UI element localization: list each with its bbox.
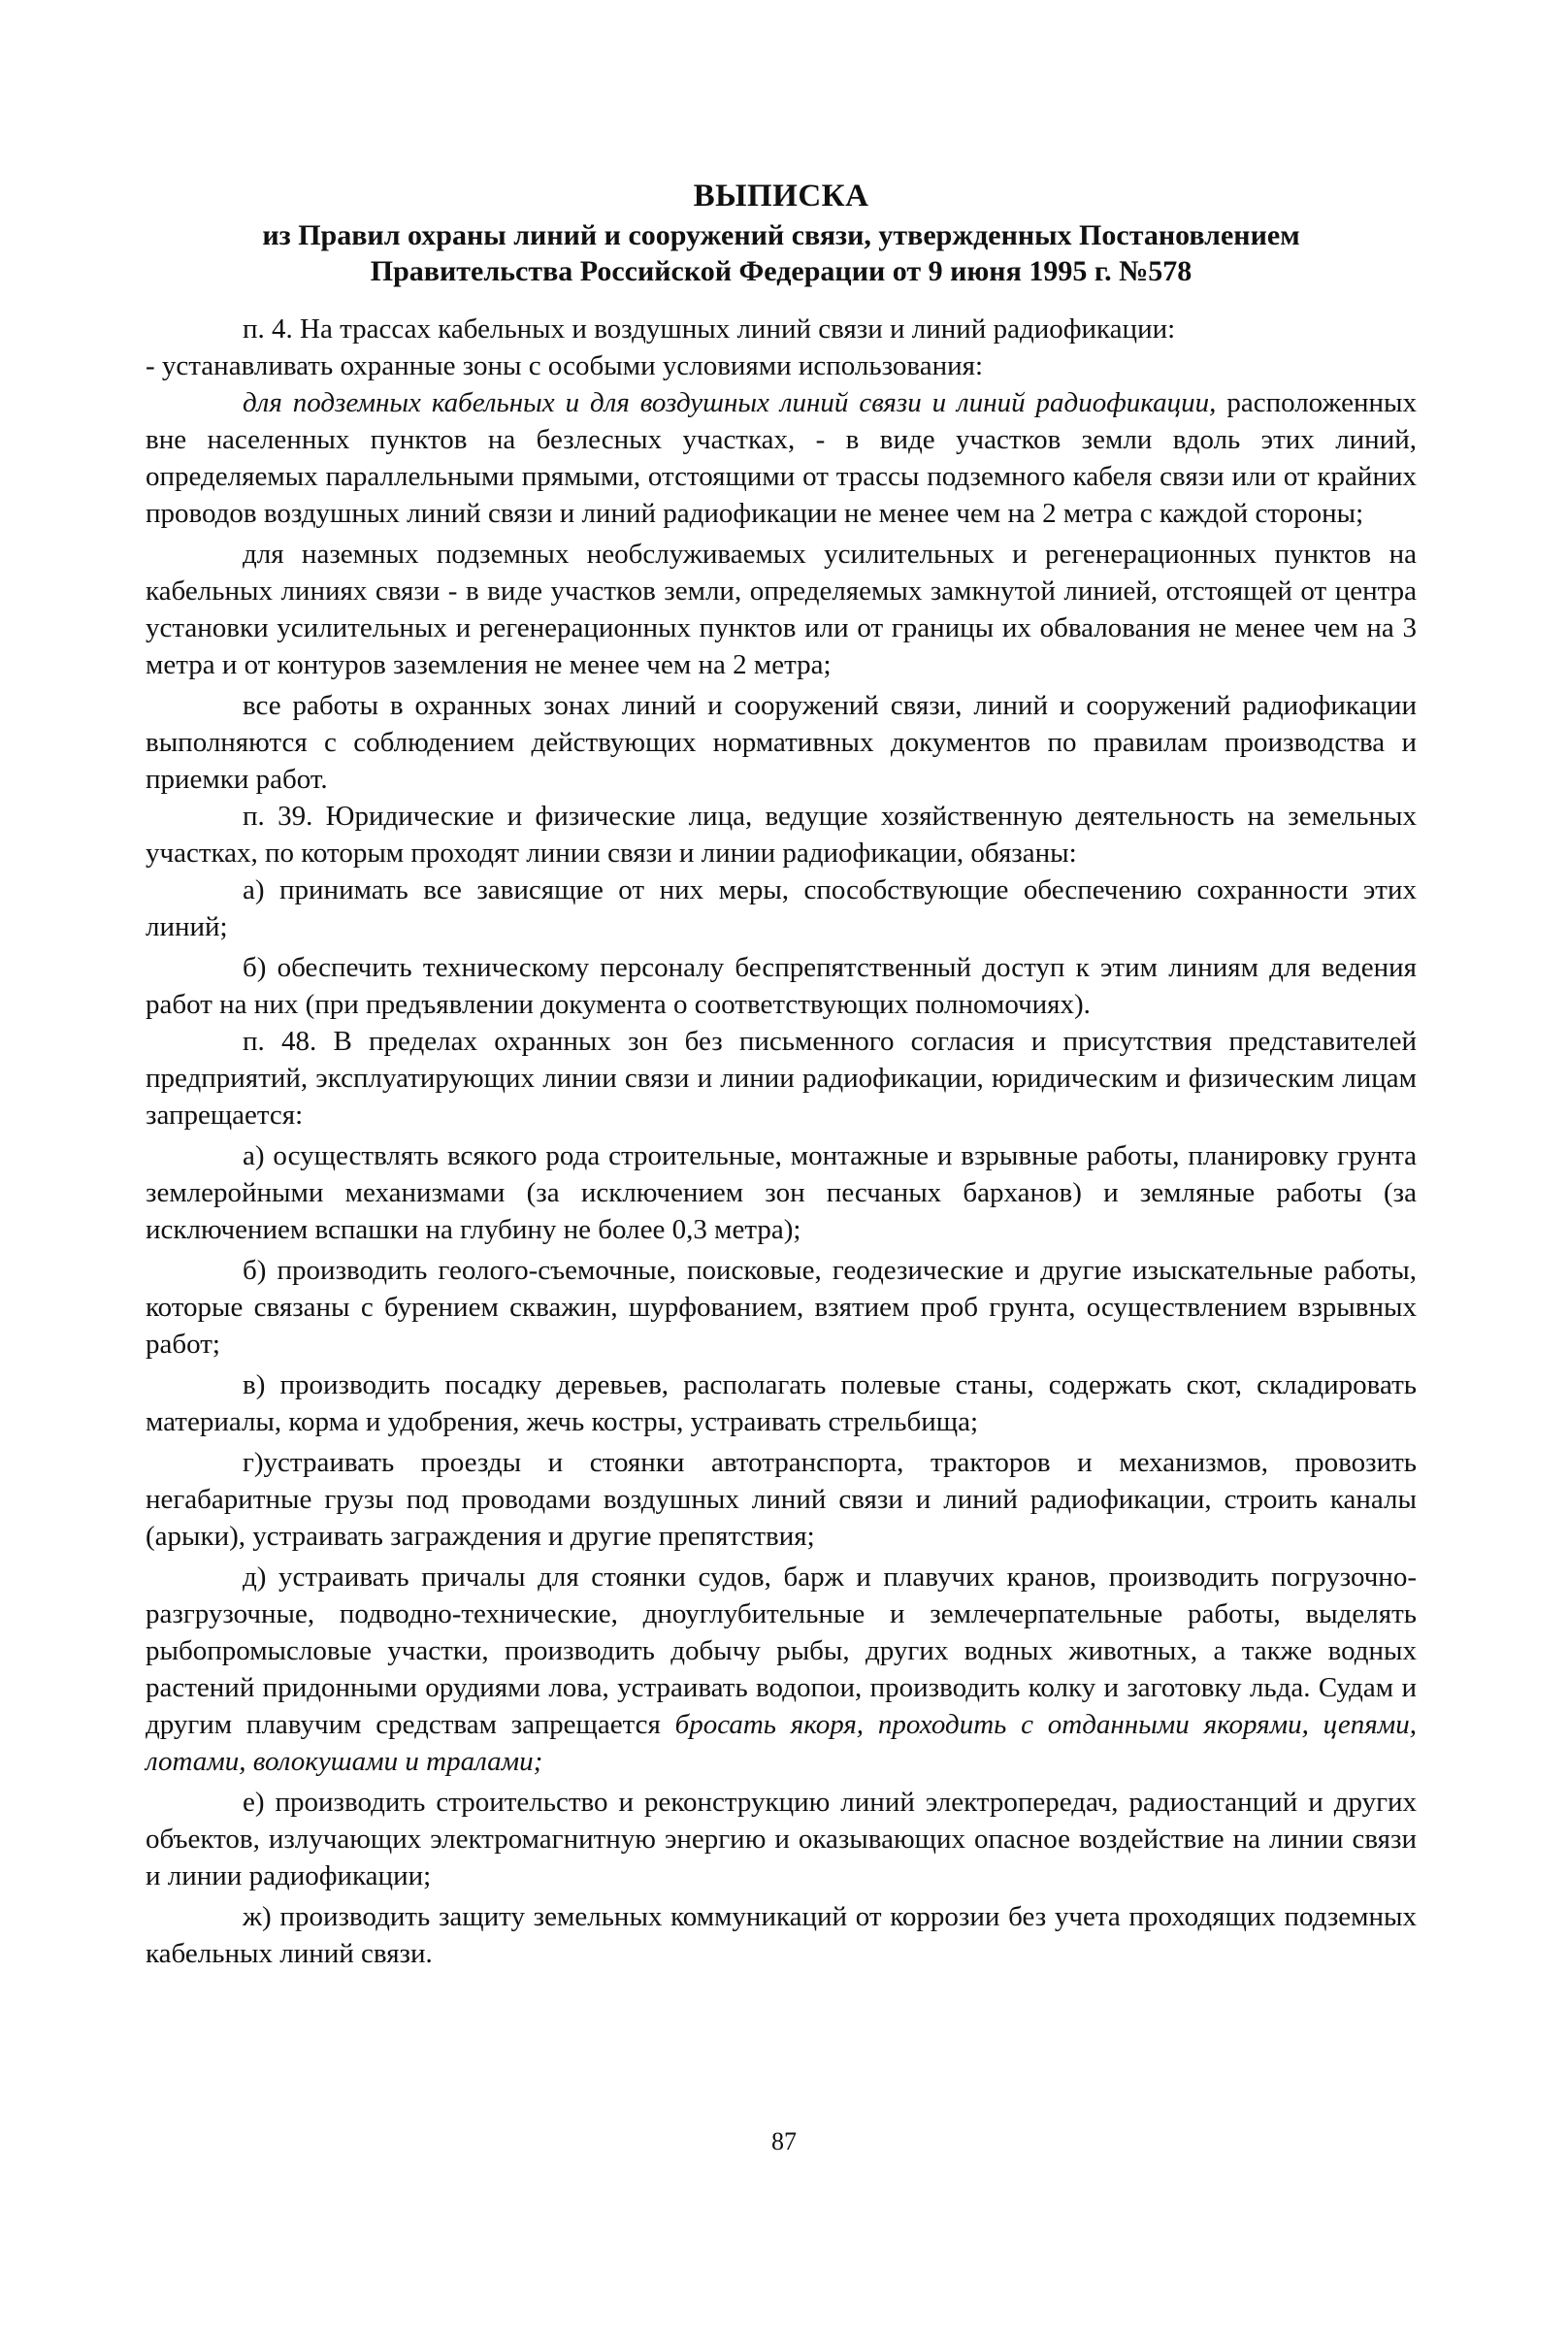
- page-number: 87: [771, 2127, 797, 2155]
- paragraph-14-text: д) устраивать причалы для стоянки судов, барж и плавучих кранов, производить погрузочно-разгрузочные, подводно-технические, дноуглубительные и землечерпательные работы, выделять рыбопромысловые участки, производить добычу рыбы, других водных животных, а также водных растений придонными орудиями лова, устраивать водопои, производить колку и заготовку льда. Судам и другим плавучим средствам запрещается: [146, 1561, 1417, 1740]
- document-subtitle-line-2: Правительства Российской Федерации от 9 июня 1995 г. №578: [370, 255, 1192, 287]
- paragraph-5: [146, 687, 1417, 798]
- paragraph-14-italic-tail: бросать якоря, проходить с отданными якорями, цепями, лотами, волокушами и тралами;: [146, 1709, 1417, 1777]
- paragraph-7: [146, 871, 1417, 945]
- paragraph-9-text: п. 48. В пределах охранных зон без письменного согласия и присутствия представителей предприятий, эксплуатирующих линии связи и линии радиофикации, юридическим и физическим лицам запрещается:: [146, 1026, 1417, 1131]
- paragraph-9: [146, 1023, 1417, 1134]
- paragraph-12: [146, 1366, 1417, 1440]
- document-content: [146, 177, 1417, 1972]
- paragraph-6-text: п. 39. Юридические и физические лица, ведущие хозяйственную деятельность на земельных участках, по которым проходят линии связи и линии радиофикации, обязаны:: [146, 801, 1417, 869]
- paragraph-15: [146, 1784, 1417, 1894]
- paragraph-14: [146, 1559, 1417, 1780]
- paragraph-11: [146, 1252, 1417, 1363]
- paragraph-6: [146, 798, 1417, 871]
- paragraph-7-text: а) принимать все зависящие от них меры, способствующие обеспечению сохранности этих линий;: [146, 874, 1417, 942]
- paragraph-13: [146, 1444, 1417, 1555]
- paragraph-3: [146, 384, 1417, 532]
- document-subtitle-line-1: из Правил охраны линий и сооружений связи, утвержденных Постановлением: [262, 219, 1300, 251]
- paragraph-10-text: а) осуществлять всякого рода строительные, монтажные и взрывные работы, планировку грунта землеройными механизмами (за исключением зон песчаных барханов) и земляные работы (за исключением вспашки на глубину не более 0,3 метра);: [146, 1140, 1417, 1245]
- paragraph-16-text: ж) производить защиту земельных коммуникаций от коррозии без учета проходящих подземных кабельных линий связи.: [146, 1901, 1417, 1969]
- document-header: [146, 177, 1417, 289]
- document-title: ВЫПИСКА: [693, 179, 869, 214]
- paragraph-4-text: для наземных подземных необслуживаемых усилительных и регенерационных пунктов на кабельных линиях связи - в виде участков земли, определяемых замкнутой линией, отстоящей от центра установки усилительных и регенерационных пунктов или от границы их обвалования не менее чем на 3 метра и от контуров заземления не менее чем на 2 метра;: [146, 539, 1417, 680]
- paragraph-8: [146, 949, 1417, 1023]
- paragraph-16: [146, 1898, 1417, 1972]
- paragraph-3-text: расположенных вне населенных пунктов на безлесных участках, - в виде участков земли вдоль этих линий, определяемых параллельными прямыми, отстоящими от трассы подземного кабеля связи или от крайних проводов воздушных линий связи и линий радиофикации не менее чем на 2 метра с каждой стороны;: [146, 387, 1418, 529]
- paragraph-4: [146, 536, 1417, 683]
- paragraph-5-text: все работы в охранных зонах линий и сооружений связи, линий и сооружений радиофикации выполняются с соблюдением действующих нормативных документов по правилам производства и приемки работ.: [146, 690, 1417, 795]
- paragraph-12-text: в) производить посадку деревьев, располагать полевые станы, содержать скот, складировать материалы, корма и удобрения, жечь костры, устраивать стрельбища;: [146, 1369, 1417, 1437]
- paragraph-11-text: б) производить геолого-съемочные, поисковые, геодезические и другие изыскательные работы, которые связаны с бурением скважин, шурфованием, взятием проб грунта, осуществлением взрывных работ;: [146, 1255, 1417, 1360]
- paragraph-15-text: е) производить строительство и реконструкцию линий электропередач, радиостанций и других объектов, излучающих электромагнитную энергию и оказывающих опасное воздействие на линии связи и линии радиофикации;: [146, 1787, 1417, 1891]
- paragraph-1: [146, 311, 1417, 347]
- paragraph-8-text: б) обеспечить техническому персоналу беспрепятственный доступ к этим линиям для ведения работ на них (при предъявлении документа о соответствующих полномочиях).: [146, 952, 1417, 1020]
- paragraph-13-text: г)устраивать проезды и стоянки автотранспорта, тракторов и механизмов, провозить негабаритные грузы под проводами воздушных линий связи и линий радиофикации, строить каналы (арыки), устраивать заграждения и другие препятствия;: [146, 1447, 1417, 1552]
- paragraph-3-italic-lead: для подземных кабельных и для воздушных линий связи и линий радиофикации,: [243, 387, 1217, 418]
- paragraph-2-text: - устанавливать охранные зоны с особыми условиями использования:: [146, 350, 984, 381]
- paragraph-2: [146, 347, 1417, 384]
- paragraph-10: [146, 1137, 1417, 1248]
- paragraph-1-text: п. 4. На трассах кабельных и воздушных линий связи и линий радиофикации:: [243, 313, 1176, 345]
